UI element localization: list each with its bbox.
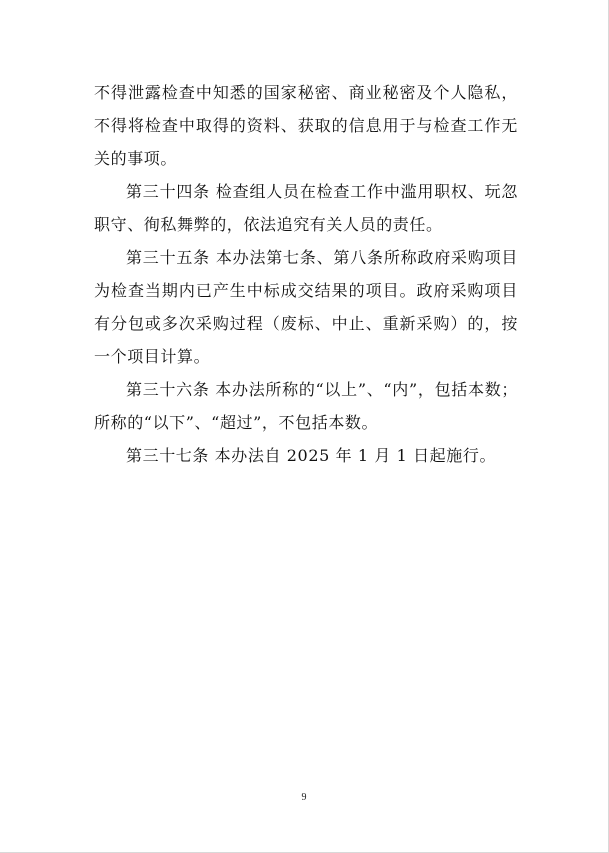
article-37: 第三十七条 本办法自 2025 年 1 月 1 日起施行。 <box>126 446 497 465</box>
article-35: 第三十五条 本办法第七条、第八条所称政府采购项目为检查当期内已产生中标成交结果的项目。政府采购项目有分包或多次采购过程（废标、中止、重新采购）的，按一个项目计算。 <box>94 248 518 366</box>
paragraph-continuation: 不得泄露检查中知悉的国家秘密、商业秘密及个人隐私，不得将检查中取得的资料、获取的信息用于与检查工作无关的事项。 <box>94 83 518 168</box>
document-body <box>94 76 518 472</box>
page-number: 9 <box>301 792 307 803</box>
article-36: 第三十六条 本办法所称的“以上”、“内”，包括本数；所称的“以下”、“超过”，不包括本数。 <box>94 380 518 432</box>
article-34: 第三十四条 检查组人员在检查工作中滥用职权、玩忽职守、徇私舞弊的，依法追究有关人员的责任。 <box>94 182 518 234</box>
